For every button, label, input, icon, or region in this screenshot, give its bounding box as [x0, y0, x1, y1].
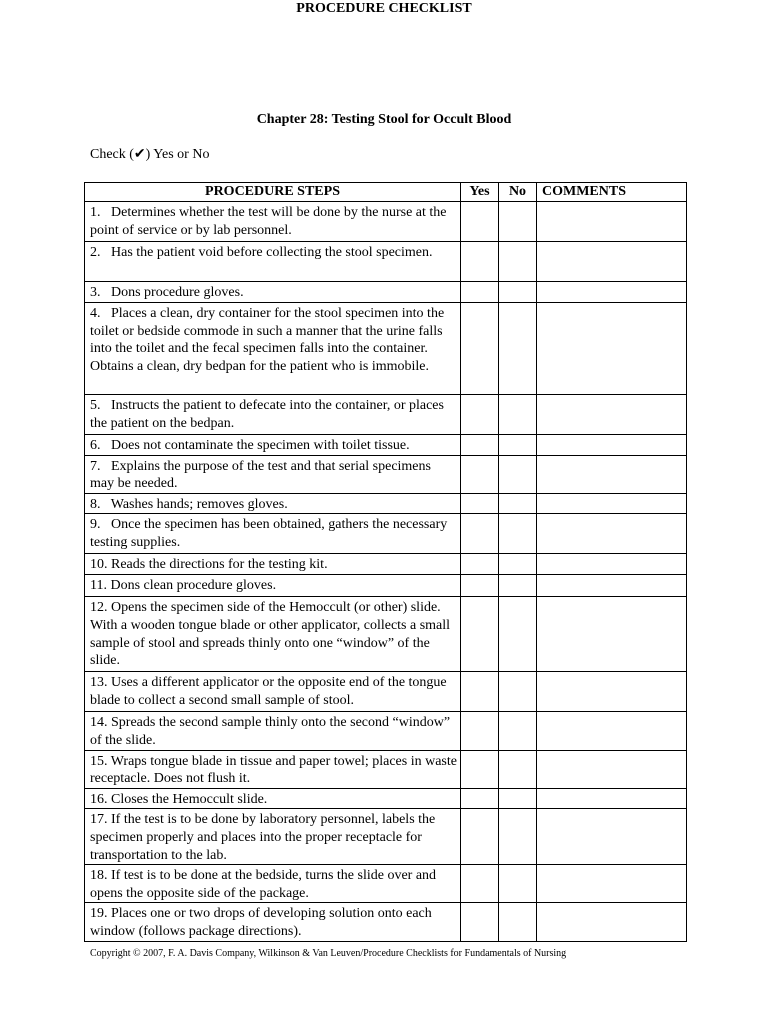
no-checkbox-cell[interactable] [499, 435, 537, 456]
procedure-step-text: 18. If test is to be done at the bedside, turns the slide over and opens the opposite side of the package. [85, 865, 461, 903]
yes-checkbox-cell[interactable] [461, 903, 499, 941]
checklist-body [85, 202, 687, 942]
procedure-step-text: 12. Opens the specimen side of the Hemoccult (or other) slide. With a wooden tongue blade or other applicator, collects a small sample of stool and spreads thinly onto one “window” of the slide. [85, 597, 461, 672]
no-checkbox-cell[interactable] [499, 672, 537, 712]
no-checkbox-cell[interactable] [499, 597, 537, 672]
comments-cell[interactable] [537, 865, 687, 903]
yes-checkbox-cell[interactable] [461, 788, 499, 809]
yes-checkbox-cell[interactable] [461, 575, 499, 597]
no-checkbox-cell[interactable] [499, 514, 537, 554]
comments-column-header: COMMENTS [537, 183, 687, 202]
yes-checkbox-cell[interactable] [461, 493, 499, 514]
table-row [85, 435, 687, 456]
yes-checkbox-cell[interactable] [461, 554, 499, 575]
copyright-footer: Copyright © 2007, F. A. Davis Company, Wilkinson & Van Leuven/Procedure Checklists for Fundamentals of Nursing [90, 948, 567, 959]
no-checkbox-cell[interactable] [499, 903, 537, 941]
comments-cell[interactable] [537, 597, 687, 672]
comments-cell[interactable] [537, 575, 687, 597]
table-row [85, 303, 687, 395]
procedure-step-text: 9. Once the specimen has been obtained, gathers the necessary testing supplies. [85, 514, 461, 554]
no-checkbox-cell[interactable] [499, 455, 537, 493]
check-instruction: Check (✔) Yes or No [90, 147, 210, 162]
no-checkbox-cell[interactable] [499, 242, 537, 282]
yes-column-header: Yes [461, 183, 499, 202]
procedure-step-text: 7. Explains the purpose of the test and that serial specimens may be needed. [85, 455, 461, 493]
comments-cell[interactable] [537, 242, 687, 282]
no-checkbox-cell[interactable] [499, 809, 537, 865]
no-checkbox-cell[interactable] [499, 395, 537, 435]
table-row [85, 455, 687, 493]
table-row [85, 282, 687, 303]
no-checkbox-cell[interactable] [499, 865, 537, 903]
yes-checkbox-cell[interactable] [461, 672, 499, 712]
no-checkbox-cell[interactable] [499, 712, 537, 750]
yes-checkbox-cell[interactable] [461, 597, 499, 672]
comments-cell[interactable] [537, 202, 687, 242]
no-checkbox-cell[interactable] [499, 493, 537, 514]
no-checkbox-cell[interactable] [499, 554, 537, 575]
comments-cell[interactable] [537, 493, 687, 514]
table-row [85, 712, 687, 750]
procedure-steps-header: PROCEDURE STEPS [85, 183, 461, 202]
procedure-step-text: 16. Closes the Hemoccult slide. [85, 788, 461, 809]
no-checkbox-cell[interactable] [499, 575, 537, 597]
comments-cell[interactable] [537, 514, 687, 554]
table-row [85, 395, 687, 435]
procedure-step-text: 3. Dons procedure gloves. [85, 282, 461, 303]
table-row [85, 554, 687, 575]
table-row [85, 575, 687, 597]
table-row [85, 672, 687, 712]
table-row [85, 493, 687, 514]
yes-checkbox-cell[interactable] [461, 865, 499, 903]
table-row [85, 514, 687, 554]
yes-checkbox-cell[interactable] [461, 202, 499, 242]
table-row [85, 865, 687, 903]
procedure-step-text: 11. Dons clean procedure gloves. [85, 575, 461, 597]
table-row [85, 809, 687, 865]
table-header-row [85, 183, 687, 202]
yes-checkbox-cell[interactable] [461, 750, 499, 788]
comments-cell[interactable] [537, 455, 687, 493]
yes-checkbox-cell[interactable] [461, 303, 499, 395]
procedure-step-text: 13. Uses a different applicator or the opposite end of the tongue blade to collect a second small sample of stool. [85, 672, 461, 712]
comments-cell[interactable] [537, 809, 687, 865]
yes-checkbox-cell[interactable] [461, 435, 499, 456]
comments-cell[interactable] [537, 750, 687, 788]
comments-cell[interactable] [537, 903, 687, 941]
no-checkbox-cell[interactable] [499, 303, 537, 395]
yes-checkbox-cell[interactable] [461, 809, 499, 865]
page-title: PROCEDURE CHECKLIST [296, 1, 472, 16]
chapter-subtitle: Chapter 28: Testing Stool for Occult Blood [256, 112, 512, 127]
table-row [85, 242, 687, 282]
comments-cell[interactable] [537, 672, 687, 712]
procedure-step-text: 1. Determines whether the test will be done by the nurse at the point of service or by lab personnel. [85, 202, 461, 242]
comments-cell[interactable] [537, 303, 687, 395]
procedure-step-text: 6. Does not contaminate the specimen with toilet tissue. [85, 435, 461, 456]
no-checkbox-cell[interactable] [499, 202, 537, 242]
procedure-step-text: 10. Reads the directions for the testing kit. [85, 554, 461, 575]
comments-cell[interactable] [537, 788, 687, 809]
no-column-header: No [499, 183, 537, 202]
comments-cell[interactable] [537, 395, 687, 435]
yes-checkbox-cell[interactable] [461, 395, 499, 435]
procedure-step-text: 4. Places a clean, dry container for the stool specimen into the toilet or bedside commode in such a manner that the urine falls into the toilet and the fecal specimen falls into the container. Obtains a clean, dry bedpan for the patient who is immobile. [85, 303, 461, 395]
comments-cell[interactable] [537, 712, 687, 750]
procedure-step-text: 17. If the test is to be done by laboratory personnel, labels the specimen properly and places into the proper receptacle for transportation to the lab. [85, 809, 461, 865]
comments-cell[interactable] [537, 435, 687, 456]
table-row [85, 903, 687, 941]
table-row [85, 597, 687, 672]
no-checkbox-cell[interactable] [499, 788, 537, 809]
procedure-step-text: 2. Has the patient void before collecting the stool specimen. [85, 242, 461, 282]
procedure-step-text: 8. Washes hands; removes gloves. [85, 493, 461, 514]
procedure-step-text: 5. Instructs the patient to defecate into the container, or places the patient on the bedpan. [85, 395, 461, 435]
procedure-step-text: 14. Spreads the second sample thinly onto the second “window” of the slide. [85, 712, 461, 750]
procedure-step-text: 15. Wraps tongue blade in tissue and paper towel; places in waste receptacle. Does not flush it. [85, 750, 461, 788]
yes-checkbox-cell[interactable] [461, 712, 499, 750]
yes-checkbox-cell[interactable] [461, 455, 499, 493]
table-row [85, 202, 687, 242]
no-checkbox-cell[interactable] [499, 750, 537, 788]
yes-checkbox-cell[interactable] [461, 514, 499, 554]
comments-cell[interactable] [537, 554, 687, 575]
table-row [85, 788, 687, 809]
procedure-checklist-table [84, 182, 687, 942]
yes-checkbox-cell[interactable] [461, 282, 499, 303]
no-checkbox-cell[interactable] [499, 282, 537, 303]
table-row [85, 750, 687, 788]
yes-checkbox-cell[interactable] [461, 242, 499, 282]
comments-cell[interactable] [537, 282, 687, 303]
procedure-step-text: 19. Places one or two drops of developing solution onto each window (follows package directions). [85, 903, 461, 941]
